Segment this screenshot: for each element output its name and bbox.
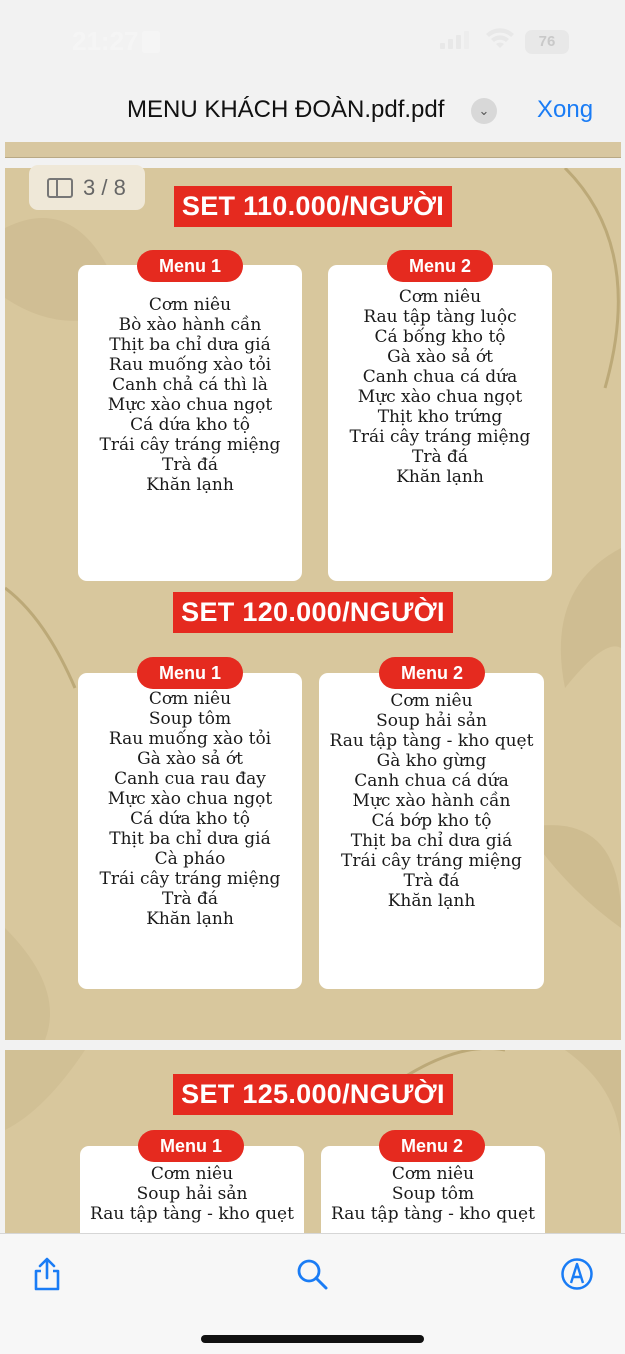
- battery-icon: 76: [525, 30, 569, 54]
- list-item: Bò xào hành cần: [118, 315, 262, 335]
- list-item: Mực xào chua ngọt: [107, 789, 273, 809]
- list-item: Rau tập tàng luộc: [363, 307, 517, 327]
- menu-card: [78, 673, 302, 989]
- list-item: Trà đá: [161, 455, 219, 475]
- list-item: Soup tôm: [391, 1184, 475, 1204]
- nav-bar: [0, 80, 625, 142]
- menu-label: Menu 2: [379, 657, 485, 689]
- list-item: Mực xào hành cần: [352, 791, 511, 811]
- previous-page-edge: [5, 142, 621, 158]
- status-bar: [0, 0, 625, 80]
- list-item: Canh chả cá thì là: [112, 375, 268, 395]
- list-item: Rau tập tàng - kho quẹt: [329, 731, 534, 751]
- cellular-signal-icon: [440, 31, 469, 49]
- list-item: Gà kho gừng: [376, 751, 487, 771]
- list-item: Thịt ba chỉ dưa giá: [109, 335, 271, 355]
- list-item: Mực xào chua ngọt: [107, 395, 273, 415]
- pdf-page: [5, 1050, 621, 1240]
- list-item: Cá dứa kho tộ: [130, 415, 250, 435]
- list-item: Khăn lạnh: [396, 467, 484, 487]
- list-item: Khăn lạnh: [146, 909, 234, 929]
- list-item: Trái cây tráng miệng: [99, 869, 281, 889]
- list-item: Cơm niêu: [390, 691, 473, 711]
- list-item: Cơm niêu: [150, 1164, 234, 1184]
- sidebar-icon: [47, 178, 73, 198]
- share-icon[interactable]: [30, 1256, 64, 1292]
- list-item: Cá dứa kho tộ: [130, 809, 250, 829]
- list-item: Canh chua cá dứa: [354, 771, 509, 791]
- wifi-icon: [485, 28, 515, 54]
- menu-card: [78, 265, 302, 581]
- list-item: Trái cây tráng miệng: [99, 435, 281, 455]
- set-title: SET 125.000/NGƯỜI: [5, 1074, 621, 1115]
- set-title: SET 110.000/NGƯỜI: [5, 186, 621, 227]
- list-item: Khăn lạnh: [387, 891, 476, 911]
- list-item: Mực xào chua ngọt: [357, 387, 523, 407]
- menu-label: Menu 2: [379, 1130, 485, 1162]
- page-indicator[interactable]: [29, 165, 145, 210]
- page-number: 3 / 8: [83, 174, 126, 200]
- list-item: Trái cây tráng miệng: [341, 851, 522, 871]
- list-item: Thịt ba chỉ dưa giá: [109, 829, 271, 849]
- list-item: Trà đá: [403, 871, 460, 891]
- status-time: 21:27: [72, 26, 139, 56]
- list-item: Soup hải sản: [136, 1184, 248, 1204]
- list-item: Soup tôm: [148, 709, 232, 729]
- menu-label: Menu 1: [137, 657, 243, 689]
- list-item: Cà pháo: [154, 849, 226, 869]
- menu-card: [319, 673, 544, 989]
- list-item: Cá bớp kho tộ: [371, 811, 492, 831]
- list-item: Thịt ba chỉ dưa giá: [350, 831, 513, 851]
- search-icon[interactable]: [295, 1256, 329, 1292]
- list-item: Rau muống xào tỏi: [108, 355, 272, 375]
- list-item: Canh cua rau đay: [114, 769, 266, 789]
- list-item: Thịt kho trứng: [377, 407, 503, 427]
- menu-card: [328, 265, 552, 581]
- list-item: Canh chua cá dứa: [362, 367, 518, 387]
- done-button[interactable]: Xong: [537, 96, 594, 123]
- set-title: SET 120.000/NGƯỜI: [5, 592, 621, 633]
- markup-icon[interactable]: [560, 1256, 594, 1292]
- list-item: Khăn lạnh: [146, 475, 234, 495]
- list-item: Rau tập tàng - kho quẹt: [90, 1204, 294, 1224]
- list-item: Gà xào sả ớt: [137, 749, 243, 769]
- menu-label: Menu 2: [387, 250, 493, 282]
- list-item: Cá bống kho tộ: [374, 327, 506, 347]
- list-item: Trà đá: [411, 447, 469, 467]
- chevron-down-icon[interactable]: ⌄: [471, 98, 497, 124]
- list-item: Cơm niêu: [148, 295, 232, 315]
- list-item: Trà đá: [161, 889, 219, 909]
- home-indicator: [201, 1335, 424, 1343]
- document-title[interactable]: MENU KHÁCH ĐOÀN.pdf.pdf: [127, 96, 445, 123]
- menu-label: Menu 1: [137, 250, 243, 282]
- list-item: Rau tập tàng - kho quẹt: [331, 1204, 535, 1224]
- list-item: Trái cây tráng miệng: [349, 427, 531, 447]
- list-item: Soup hải sản: [376, 711, 487, 731]
- list-item: Cơm niêu: [391, 1164, 475, 1184]
- id-card-icon: [142, 31, 160, 53]
- list-item: Gà xào sả ớt: [387, 347, 493, 367]
- list-item: Rau muống xào tỏi: [108, 729, 272, 749]
- menu-label: Menu 1: [138, 1130, 244, 1162]
- list-item: Cơm niêu: [398, 287, 482, 307]
- bottom-toolbar: [0, 1233, 625, 1354]
- list-item: Cơm niêu: [148, 689, 232, 709]
- pdf-page: [5, 168, 621, 1040]
